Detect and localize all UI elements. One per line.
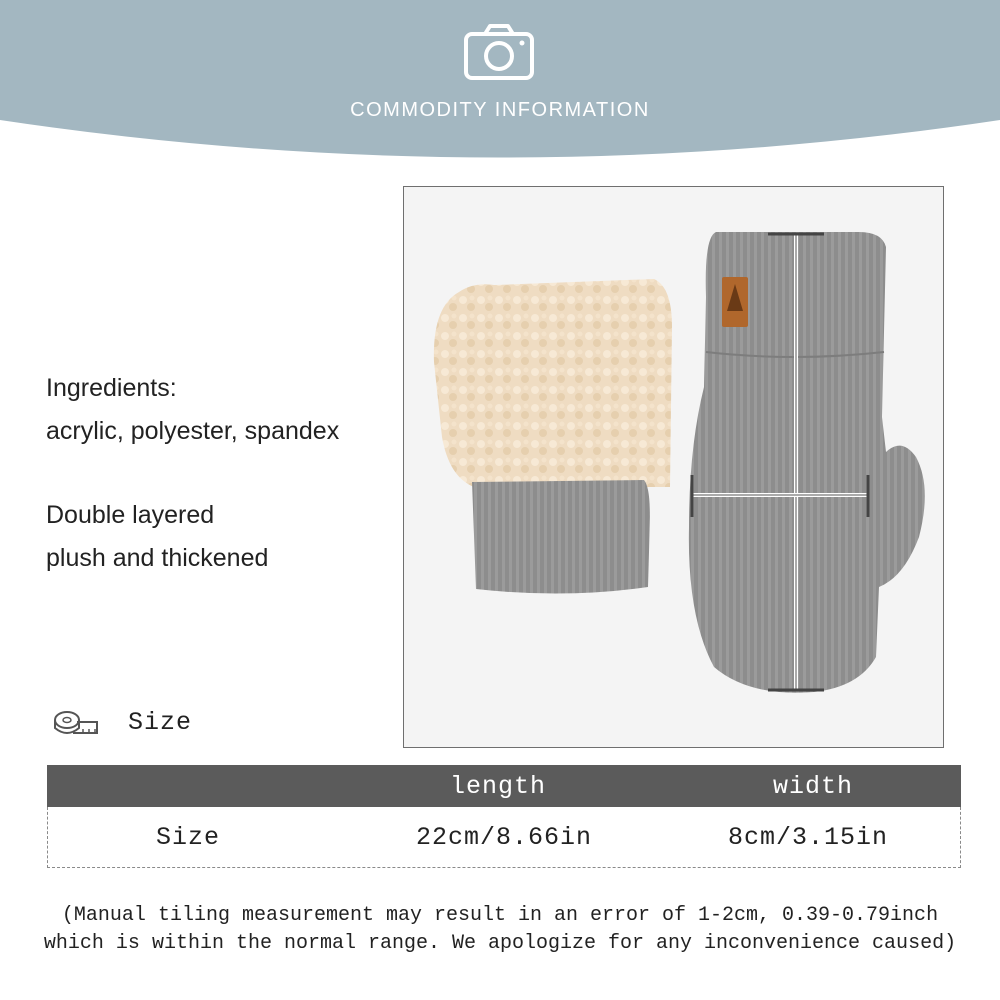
feature-line-1: Double layered (46, 501, 215, 529)
header-banner (0, 0, 1000, 165)
size-section-label: Size (128, 708, 193, 737)
camera-icon (463, 22, 535, 82)
product-photo (403, 186, 944, 748)
table-row (47, 807, 961, 868)
header-title: COMMODITY INFORMATION (350, 99, 650, 121)
tape-measure-icon (53, 708, 99, 738)
measurement-note-line-2: which is within the normal range. We apologize for any inconvenience caused) (43, 932, 957, 955)
measurement-note-line-1: (Manual tiling measurement may result in an error of 1-2cm, 0.39-0.79inch (61, 904, 939, 927)
column-header-length: length (450, 772, 547, 801)
ingredients-value: acrylic, polyester, spandex (46, 417, 340, 445)
row-label: Size (156, 823, 221, 852)
width-value: 8cm/3.15in (728, 823, 889, 852)
mittens-illustration (404, 187, 944, 748)
ingredients-label: Ingredients: (46, 374, 177, 402)
size-table (47, 765, 961, 869)
length-value: 22cm/8.66in (416, 823, 593, 852)
column-header-width: width (773, 772, 854, 801)
table-header-row (47, 765, 961, 807)
feature-line-2: plush and thickened (46, 544, 269, 572)
